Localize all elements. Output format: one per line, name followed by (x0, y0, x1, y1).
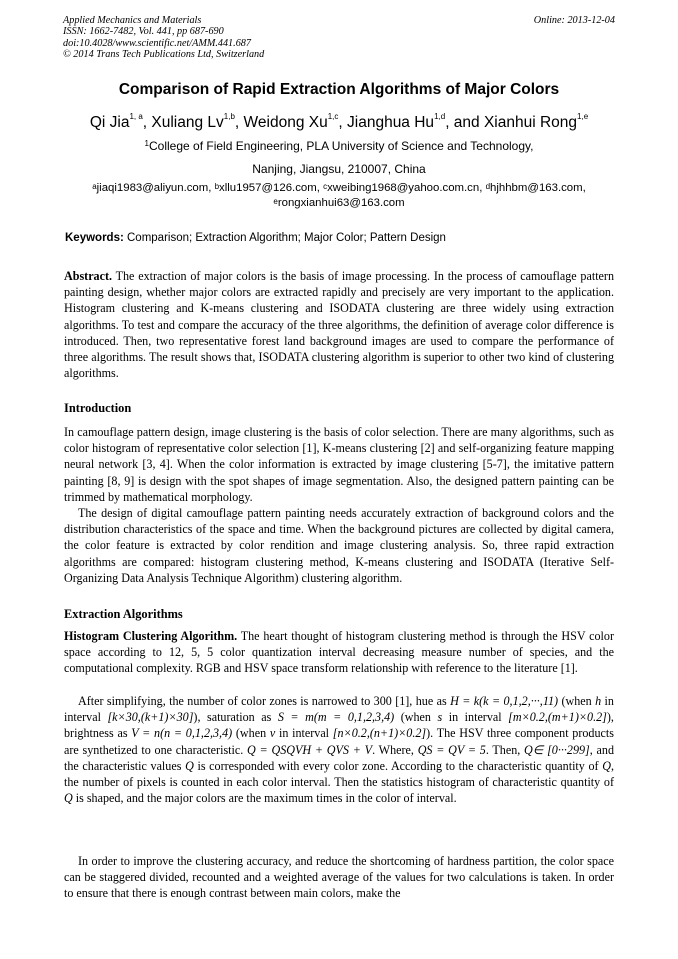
variable-s: s (437, 710, 443, 725)
text-run: ), brightness as (64, 710, 614, 741)
keywords-label: Keywords: (65, 232, 124, 244)
introduction-heading: Introduction (64, 401, 132, 415)
simplifying-paragraph (64, 693, 614, 806)
doi-line: doi:10.4028/www.scientific.net/AMM.441.687 (63, 37, 251, 49)
email-d: hjhhbm@163.com, (490, 182, 586, 194)
author-name: Xuliang Lv (151, 114, 224, 131)
author-affil-mark: 1,b (223, 112, 235, 121)
interval-hue: [k×30,(k+1)×30] (107, 710, 194, 725)
text-run: . Then, (485, 742, 521, 757)
equation-q: Q = QSQVH + QVS + V (247, 742, 373, 757)
equation-saturation: S = m(m = 0,1,2,3,4) (277, 710, 395, 725)
abstract-paragraph (64, 268, 614, 381)
equation-q-range: Q∈ [0···299] (524, 742, 590, 757)
affiliation-line-1 (30, 139, 648, 153)
author-affil-mark: 1,d (434, 112, 446, 121)
author-separator: , (338, 114, 348, 131)
variable-q: Q (185, 758, 194, 773)
author-affil-mark: 1, a (129, 112, 143, 121)
interval-saturation: [m×0.2,(m+1)×0.2] (508, 710, 607, 725)
variable-q: Q (602, 758, 611, 773)
equation-qs-qv: QS = QV = 5 (417, 742, 486, 757)
abstract-text: The extraction of major colors is the basis of image processing. In the process of camouflage pattern painting design, whether major colors are extracted rapidly and precisely are very important to the application. Histogram clustering and K-means clustering and ISODATA clustering are three widely using extraction algorithms. To test and compare the accuracy of the three algorithms, the definition of average color difference is introduced. Then, two representative forest land background images are used to compare the performance of three algorithms. The result shows that, ISODATA clustering algorithm is superior to other two kind of clustering algorithms. (64, 269, 614, 381)
text-run: After simplifying, the number of color zones is narrowed to 300 [1], hue as (78, 694, 447, 708)
email-b: xllu1957@126.com, (219, 182, 320, 194)
variable-h: h (595, 694, 602, 708)
author-affil-mark: 1,c (327, 112, 339, 121)
keywords-text: Comparison; Extraction Algorithm; Major Color; Pattern Design (127, 232, 446, 244)
extraction-heading: Extraction Algorithms (64, 607, 183, 621)
paper-title: Comparison of Rapid Extraction Algorithms of Major Colors (118, 81, 560, 98)
histogram-paragraph (64, 628, 614, 677)
author-name: Weidong Xu (243, 114, 328, 131)
copyright-line: © 2014 Trans Tech Publications Ltd, Switzerland (63, 49, 265, 61)
affiliation-text: College of Field Engineering, PLA University of Science and Technology, (149, 139, 534, 153)
affiliation-line-2: Nanjing, Jiangsu, 210007, China (252, 162, 426, 176)
journal-header (63, 15, 615, 61)
author-name: Qi Jia (89, 114, 130, 131)
author-separator: , and (445, 114, 484, 131)
text-run: ), saturation as (193, 710, 272, 725)
online-date: Online: 2013-12-04 (533, 15, 615, 26)
text-run: , the number of pixels is counted in each color interval. Then the statistics histogram of characteristic quantity of (64, 758, 614, 790)
equation-hue: H = k(k = 0,1,2,···,11) (450, 694, 559, 708)
affiliation-mark: 1 (144, 139, 149, 148)
email-e: rongxianhui63@163.com (277, 197, 405, 209)
author-separator: , (142, 114, 152, 131)
text-run: ). The HSV three component products are synthetized to one characteristic. (64, 726, 614, 757)
text-run: in interval (278, 726, 330, 741)
text-run: (when (561, 694, 592, 708)
text-run: is corresponded with every color zone. According to the characteristic quantity of (197, 758, 599, 773)
introduction-paragraph-2: The design of digital camouflage pattern painting needs accurately extraction of background colors and the distribution characteristics of the space and time. When the background pictures are collected by digital camera, the color feature is extracted by color rendition and image clustering analysis. So, three rapid extraction algorithms are compared: histogram clustering method, K-means clustering and ISODATA (Iterative Self-Organizing Data Analysis Technique Algorithm) clustering algorithm. (64, 506, 614, 585)
author-separator: , (234, 114, 244, 131)
abstract-label: Abstract. (64, 269, 113, 283)
email-line-2: $^e$rongxianhui63@163.com (273, 197, 405, 209)
text-run: , and the characteristic values (64, 742, 615, 773)
introduction-paragraph-1: In camouflage pattern design, image clustering is the basis of color selection. There are many algorithms, such as color histogram of representative color selection [1], K-means clustering [2] and self-organizing feature mapping neural network [3, 4]. When the color information is extracted by image clustering [5-7], the imitative pattern painting [8, 9] is design with the spot shapes of image segmentation. Also, the designed pattern painting can be trimmed by mathematical morphology. (64, 425, 614, 504)
author-name: Xianhui Rong (483, 114, 578, 131)
text-run: in interval (448, 710, 502, 725)
email-line-1: $^a$jiaqi1983@aliyun.com, $^b$xllu1957@126.com, $^c$xweibing1968@yahoo.com.cn, $^d$hjhhbm@163.com, (92, 182, 586, 194)
issn-line: ISSN: 1662-7482, Vol. 441, pp 687-690 (63, 26, 224, 38)
text-run: (when (235, 726, 267, 741)
variable-q: Q (64, 791, 73, 806)
author-affil-mark: 1,e (577, 112, 589, 121)
text-run: (when (400, 710, 431, 725)
accuracy-paragraph: In order to improve the clustering accuracy, and reduce the shortcoming of hardness partition, the color space can be staggered divided, recounted and a weighted average of the values for two calculations is taken. In order to ensure that there is enough contrast between main colors, make the (64, 854, 614, 901)
text-run: is shaped, and the major colors are the maximum times in the color of interval. (75, 791, 457, 806)
text-run: in interval (64, 694, 614, 725)
journal-name: Applied Mechanics and Materials (63, 15, 202, 26)
variable-v: v (269, 726, 276, 741)
email-a: jiaqi1983@aliyun.com, (96, 182, 212, 194)
email-c: xweibing1968@yahoo.com.cn, (327, 182, 483, 194)
text-run: . Where, (372, 742, 414, 757)
interval-value: [n×0.2,(n+1)×0.2] (332, 726, 427, 741)
histogram-label: Histogram Clustering Algorithm. (64, 629, 238, 643)
equation-value: V = n(n = 0,1,2,3,4) (131, 726, 233, 741)
author-name: Jianghua Hu (347, 114, 435, 131)
author-list (30, 114, 648, 132)
keywords-line (65, 232, 617, 244)
histogram-text: The heart thought of histogram clustering method is through the HSV color space according to 12, 5, 5 color quantization interval decreasing measure number of species, and the computational complexity. RGB and HSV space transform relationship with reference to the literature [1]. (64, 629, 614, 676)
